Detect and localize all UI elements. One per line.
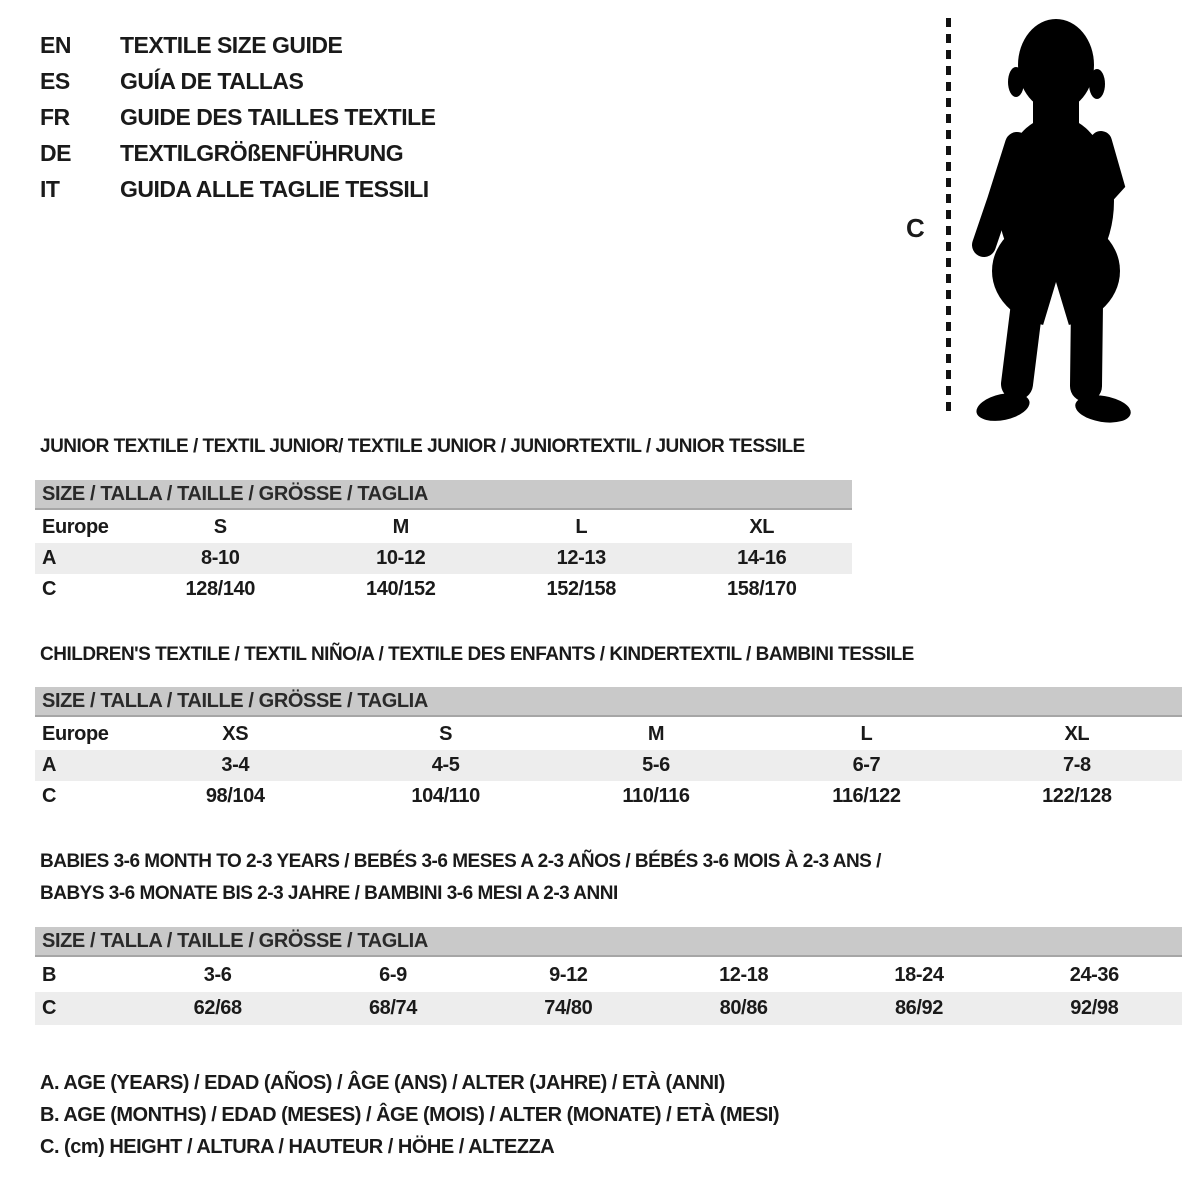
size-cell: 6-9 [379,964,407,986]
table-row-europe [35,719,1182,750]
section-heading-babies-line2: BABYS 3-6 MONATE BIS 2-3 JAHRE / BAMBINI 3-6 MESI A 2-3 ANNI [40,883,618,904]
size-header-bar-babies: SIZE / TALLA / TAILLE / GRÖSSE / TAGLIA [35,927,1182,957]
table-row-europe [35,512,852,543]
lang-title: GUIDA ALLE TAGLIE TESSILI [120,175,429,202]
size-cell: XL [1064,723,1090,745]
row-label: C [42,785,57,807]
legend-line-c: C. (cm) HEIGHT / ALTURA / HAUTEUR / HÖHE / ALTEZZA [40,1136,555,1158]
lang-row-en [40,27,436,63]
size-header-bar-junior: SIZE / TALLA / TAILLE / GRÖSSE / TAGLIA [35,480,852,510]
size-cell: 116/122 [832,785,901,807]
table-row-months [35,959,1182,992]
size-cell: S [439,723,453,745]
legend-line-a: A. AGE (YEARS) / EDAD (AÑOS) / ÂGE (ANS) / ALTER (JAHRE) / ETÀ (ANNI) [40,1072,725,1094]
size-cell: 140/152 [366,578,436,600]
lang-title: TEXTILGRÖßENFÜHRUNG [120,139,404,166]
size-table-babies [35,959,1182,1025]
size-cell: 98/104 [205,785,265,807]
size-cell: 104/110 [411,785,480,807]
size-cell: 62/68 [193,997,242,1019]
size-cell: 12-18 [719,964,769,986]
size-cell: 3-6 [203,964,232,986]
lang-row-it [40,171,436,207]
row-label: Europe [42,723,109,745]
size-cell: 24-36 [1069,964,1119,986]
lang-code: DE [40,139,71,166]
row-label: Europe [42,516,109,538]
size-cell: 3-4 [221,754,250,776]
size-cell: 8-10 [201,547,240,569]
size-table-children [35,719,1182,812]
lang-title: TEXTILE SIZE GUIDE [120,31,343,58]
row-label: B [42,964,57,986]
table-row-height [35,992,1182,1025]
lang-code: FR [40,103,70,130]
size-cell: 4-5 [431,754,460,776]
lang-code: IT [40,175,60,202]
size-cell: 14-16 [737,547,787,569]
size-cell: L [575,516,588,538]
size-cell: 6-7 [852,754,881,776]
lang-code: EN [40,31,71,58]
size-cell: 80/86 [719,997,768,1019]
size-cell: 5-6 [642,754,670,776]
size-cell: 92/98 [1070,997,1119,1019]
size-cell: 158/170 [727,578,797,600]
section-heading-children: CHILDREN'S TEXTILE / TEXTIL NIÑO/A / TEXTILE DES ENFANTS / KINDERTEXTIL / BAMBINI TESSILE [40,644,914,665]
table-row-height [35,781,1182,812]
size-cell: L [860,723,873,745]
lang-row-es [40,63,436,99]
size-cell: 12-13 [556,547,606,569]
row-label: A [42,547,57,569]
row-label: C [42,997,57,1019]
size-cell: 68/74 [368,997,418,1019]
size-cell: 128/140 [185,578,255,600]
size-cell: 152/158 [546,578,616,600]
section-heading-babies-line1: BABIES 3-6 MONTH TO 2-3 YEARS / BEBÉS 3-6 MESES A 2-3 AÑOS / BÉBÉS 3-6 MOIS À 2-3 ANS / [40,851,881,872]
language-title-block [40,27,436,207]
size-header-bar-children: SIZE / TALLA / TAILLE / GRÖSSE / TAGLIA [35,687,1182,717]
legend [40,1072,779,1168]
legend-line-b: B. AGE (MONTHS) / EDAD (MESES) / ÂGE (MOIS) / ALTER (MONATE) / ETÀ (MESI) [40,1104,780,1126]
toddler-silhouette-icon [963,16,1145,426]
lang-row-fr [40,99,436,135]
table-row-age [35,750,1182,781]
size-cell: 110/116 [622,785,690,807]
size-cell: 122/128 [1042,785,1112,807]
size-cell: 74/80 [544,997,593,1019]
size-cell: M [647,723,665,745]
table-row-age [35,543,852,574]
lang-title: GUIDE DES TAILLES TEXTILE [120,103,436,130]
lang-row-de [40,135,436,171]
size-cell: S [213,516,227,538]
lang-title: GUÍA DE TALLAS [120,67,304,94]
size-cell: 7-8 [1062,754,1091,776]
row-label: A [42,754,57,776]
size-cell: 18-24 [894,964,944,986]
size-cell: XS [222,723,249,745]
size-cell: 86/92 [894,997,943,1019]
height-measure-label: C [906,213,925,243]
size-table-junior [35,512,852,605]
height-measure-dashed-line [946,18,951,416]
size-cell: 9-12 [549,964,588,986]
lang-code: ES [40,67,70,94]
size-cell: XL [749,516,775,538]
row-label: C [42,578,57,600]
size-cell: 10-12 [376,547,426,569]
size-cell: M [392,516,409,538]
section-heading-junior: JUNIOR TEXTILE / TEXTIL JUNIOR/ TEXTILE JUNIOR / JUNIORTEXTIL / JUNIOR TESSILE [40,436,805,457]
table-row-height [35,574,852,605]
